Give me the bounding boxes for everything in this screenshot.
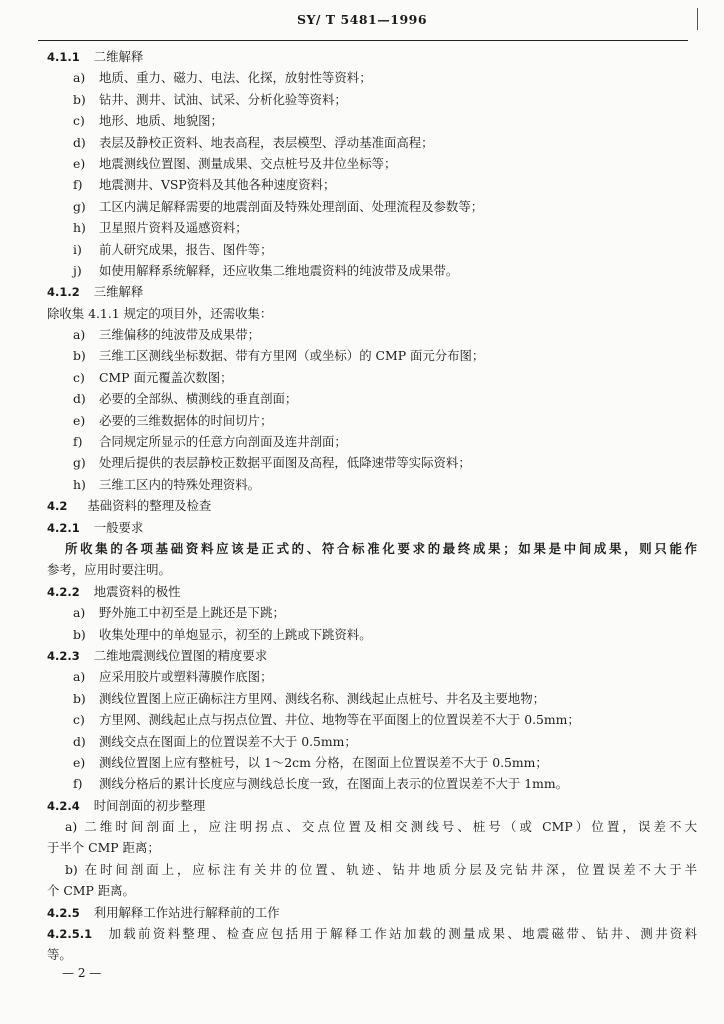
list-item-text: 应采用胶片或塑料薄膜作底图； — [99, 669, 273, 685]
list-marker: h) — [73, 476, 86, 492]
list-4-2-2-item — [47, 624, 697, 645]
list-item-text: 三维工区测线坐标数据、带有方里网（或坐标）的 CMP 面元分布图； — [99, 348, 485, 364]
list-4-2-2-item — [47, 602, 697, 623]
paragraph-4-2-4-a-line-2: 于半个 CMP 距离； — [47, 840, 160, 856]
paragraph-4-2-4-b-line-2: 个 CMP 距离。 — [47, 883, 135, 899]
list-marker: f) — [73, 434, 83, 450]
list-item-text: 如使用解释系统解释，还应收集二维地震资料的纯波带及成果带。 — [99, 262, 459, 278]
standard-code: SY/ T 5481—1996 — [296, 12, 428, 27]
list-marker: c) — [73, 712, 85, 728]
list-marker: d) — [73, 134, 86, 150]
list-marker: h) — [73, 220, 86, 236]
list-marker: e) — [73, 754, 86, 770]
list-4-1-1-item — [47, 132, 697, 153]
list-marker: a) — [73, 327, 86, 343]
list-4-1-1 — [47, 67, 697, 281]
list-item-text: 工区内满足解释需要的地震剖面及特殊处理剖面、处理流程及参数等； — [99, 198, 484, 214]
list-marker: b) — [73, 348, 86, 364]
list-4-1-2-item — [47, 410, 697, 431]
list-4-1-2-item — [47, 345, 697, 366]
list-4-1-2 — [47, 324, 697, 495]
list-item-text: 卫星照片资料及遥感资料； — [99, 220, 248, 236]
section-4-2-5-1-line-2: 等。 — [47, 947, 72, 963]
list-item-text: 必要的全部纵、横测线的垂直剖面； — [99, 391, 298, 407]
list-marker: e) — [73, 155, 86, 171]
list-4-1-1-item — [47, 153, 697, 174]
list-item-text: 必要的三维数据体的时间切片； — [99, 412, 273, 428]
list-marker: b) — [73, 91, 86, 107]
list-marker: d) — [73, 733, 86, 749]
page-body — [47, 46, 697, 966]
list-4-2-3-item — [47, 752, 697, 773]
list-4-1-1-item — [47, 239, 697, 260]
list-marker: c) — [73, 369, 85, 385]
list-4-1-2-item — [47, 452, 697, 473]
list-marker: j) — [73, 262, 82, 278]
list-4-1-1-item — [47, 110, 697, 131]
section-heading-4-2-5: 4.2.5 利用解释工作站进行解释前的工作 — [47, 904, 280, 920]
list-marker: a) — [73, 669, 86, 685]
scan-edge-mark — [697, 8, 698, 30]
paragraph-4-2-4-a-line-1: a) 二维时间剖面上，应注明拐点、交点位置及相交测线号、桩号（或 CMP）位置，误差不大 — [65, 819, 697, 835]
list-4-1-1-item — [47, 174, 697, 195]
section-heading-4-2-4: 4.2.4 时间剖面的初步整理 — [47, 797, 206, 813]
list-4-2-3-item — [47, 688, 697, 709]
list-4-1-2-item — [47, 474, 697, 495]
paragraph-4-2-1-line-1: 所收集的各项基础资料应该是正式的、符合标准化要求的最终成果；如果是中间成果，则只能作 — [65, 540, 697, 556]
paragraph-4-2-4-b-line-1: b) 在时间剖面上，应标注有关井的位置、轨迹、钻井地质分层及完钻井深，位置误差不大于半 — [65, 861, 697, 877]
list-4-2-3 — [47, 666, 697, 794]
list-marker: f) — [73, 177, 83, 193]
section-heading-4-2-1: 4.2.1 一般要求 — [47, 519, 144, 535]
list-marker: g) — [73, 198, 86, 214]
paragraph-4-2-1-line-2: 参考，应用时要注明。 — [47, 562, 171, 578]
list-marker: a) — [73, 605, 86, 621]
list-marker: i) — [73, 241, 82, 257]
list-item-text: 地震测井、VSP资料及其他各种速度资料； — [99, 177, 336, 193]
list-item-text: 地质、重力、磁力、电法、化探，放射性等资料； — [99, 70, 372, 86]
list-item-text: 测线分格后的累计长度应与测线总长度一致，在图面上表示的位置误差不大于 1mm。 — [99, 776, 568, 792]
list-item-text: 三维偏移的纯波带及成果带； — [99, 327, 261, 343]
section-heading-4-2-3: 4.2.3 二维地震测线位置图的精度要求 — [47, 647, 268, 663]
section-heading-4-2: 4.2 基础资料的整理及检查 — [47, 498, 212, 514]
list-item-text: 表层及静校正资料、地表高程，表层模型、浮动基准面高程； — [99, 134, 434, 150]
list-4-1-1-item — [47, 196, 697, 217]
list-4-2-3-item — [47, 666, 697, 687]
list-marker: b) — [73, 626, 86, 642]
list-marker: e) — [73, 412, 86, 428]
header-rule — [38, 40, 688, 41]
list-item-text: 测线位置图上应正确标注方里网、测线名称、测线起止点桩号、井名及主要地物； — [99, 690, 546, 706]
list-marker: b) — [73, 690, 86, 706]
list-item-text: CMP 面元覆盖次数图； — [99, 369, 233, 385]
list-marker: c) — [73, 113, 85, 129]
page-number: — 2 — — [62, 966, 102, 980]
list-item-text: 钻井、测井、试油、试采、分析化验等资料； — [99, 91, 347, 107]
list-item-text: 三维工区内的特殊处理资料。 — [99, 476, 261, 492]
list-item-text: 野外施工中初至是上跳还是下跳； — [99, 605, 285, 621]
list-4-1-2-item — [47, 367, 697, 388]
list-4-2-3-item — [47, 773, 697, 794]
list-4-1-1-item — [47, 89, 697, 110]
list-marker: a) — [73, 70, 86, 86]
section-heading-4-1-2: 4.1.2 三维解释 — [47, 284, 144, 300]
list-item-text: 前人研究成果，报告、图件等； — [99, 241, 273, 257]
section-heading-4-2-2: 4.2.2 地震资料的极性 — [47, 583, 181, 599]
list-4-1-1-item — [47, 217, 697, 238]
list-item-text: 测线位置图上应有整桩号，以 1～2cm 分格，在图面上位置误差不大于 0.5mm； — [99, 754, 548, 770]
list-item-text: 合同规定所显示的任意方向剖面及连井剖面； — [99, 434, 347, 450]
section-4-2-5-1-line-1: 4.2.5.1 加载前资料整理、检查应包括用于解释工作站加载的测量成果、地震磁带、钻井、测井资料 — [47, 926, 697, 942]
section-heading-4-1-1: 4.1.1 二维解释 — [47, 49, 144, 64]
list-4-2-3-item — [47, 709, 697, 730]
list-4-1-1-item — [47, 260, 697, 281]
list-item-text: 地形、地质、地貌图； — [99, 113, 223, 129]
list-item-text: 收集处理中的单炮显示，初至的上跳或下跳资料。 — [99, 626, 372, 642]
list-marker: g) — [73, 455, 86, 471]
list-item-text: 方里网、测线起止点与拐点位置、井位、地物等在平面图上的位置误差不大于 0.5mm； — [99, 712, 580, 728]
list-4-2-2 — [47, 602, 697, 645]
list-4-1-2-item — [47, 431, 697, 452]
list-item-text: 地震测线位置图、测量成果、交点桩号及井位坐标等； — [99, 155, 397, 171]
list-marker: f) — [73, 776, 83, 792]
list-4-2-3-item — [47, 731, 697, 752]
list-item-text: 测线交点在图面上的位置误差不大于 0.5mm； — [99, 733, 357, 749]
list-marker: d) — [73, 391, 86, 407]
list-4-1-2-item — [47, 324, 697, 345]
list-4-1-1-item — [47, 67, 697, 88]
list-item-text: 处理后提供的表层静校正数据平面图及高程，低降速带等实际资料； — [99, 455, 471, 471]
list-4-1-2-item — [47, 388, 697, 409]
paragraph-4-1-2-intro: 除收集 4.1.1 规定的项目外，还需收集： — [47, 305, 273, 321]
page-header — [0, 12, 724, 42]
